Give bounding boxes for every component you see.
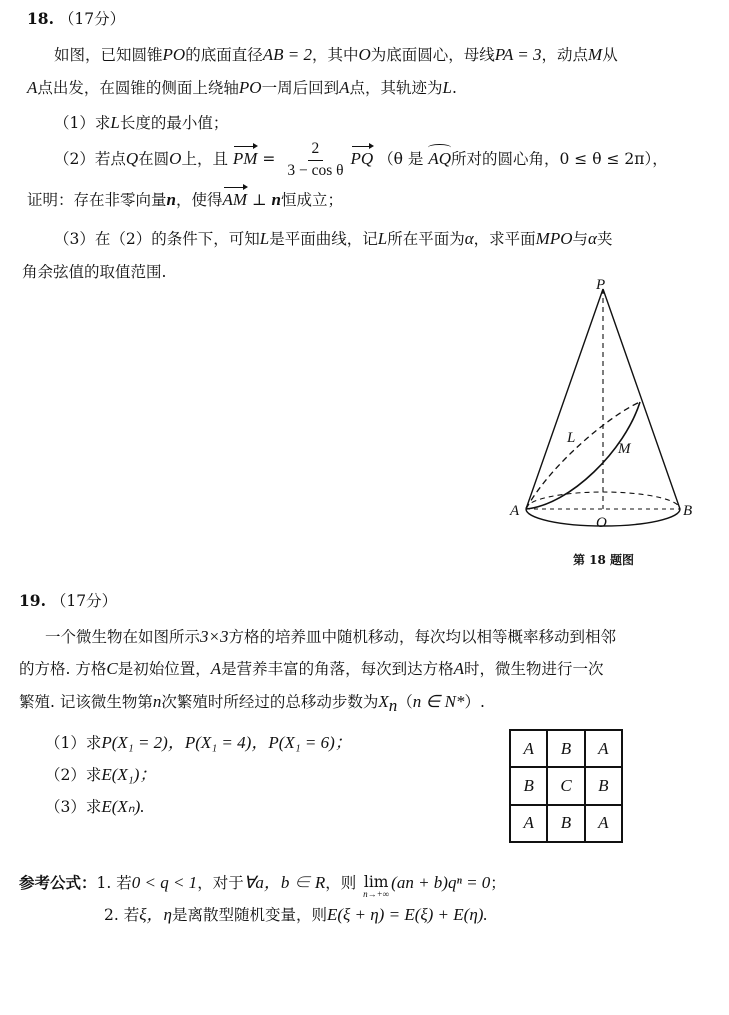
text: 夹 [596,230,613,248]
math-alpha: α [464,229,474,248]
grid-cell: B [510,767,547,804]
math-a: A [339,78,350,97]
math-a: A [27,78,38,97]
math-x: X [378,692,389,711]
label-l: L [567,430,576,446]
q19-line2 [19,659,604,679]
text: ，其中 [311,46,359,64]
grid-cell: B [547,730,584,767]
text: 的方格. 方格 [19,660,107,678]
math-x-sub: n [388,696,398,716]
text: . [451,79,457,97]
label-o: O [596,515,607,531]
text: ； [490,874,506,892]
text: 为底面圆心，母线 [370,46,495,64]
q18-header [27,10,125,29]
q19-sub1 [45,733,352,753]
equals-sign: = [262,150,276,169]
formula-label: 参考公式： [19,873,97,892]
q18-intro-line2 [27,78,457,98]
text: 是初始位置， [117,660,211,678]
math-pa: PA = 3 [494,45,542,64]
vector-am: AM [222,190,248,209]
text: 上，且 [181,150,228,169]
text: 2. 若 [104,906,140,924]
lim-sub: n→+∞ [363,888,390,899]
math-mpo: MPO [535,229,573,248]
text: ，则 [325,874,357,892]
text: （3）求 [45,798,102,816]
text: （1）求 [54,114,111,132]
q18-score: （17分） [58,10,126,28]
math-size: 3×3 [200,627,229,646]
math-l: L [110,113,120,132]
grid-cell: A [585,730,622,767]
grid-cell: A [510,730,547,767]
text: ，求平面 [473,230,536,248]
text: （ [397,693,413,711]
vector-pq: PQ [350,149,374,169]
label-p: P [596,277,606,293]
math-l: L [377,229,388,248]
math-po: PO [238,78,262,97]
q18-intro-line1 [54,45,618,65]
limit [363,873,389,899]
math-l: L [442,78,452,97]
math-forall: ∀a，b ∈ R [243,873,326,892]
cone-edge-left [526,289,603,509]
math-s3: E(Xₙ). [101,797,145,816]
text: 在圆 [138,150,170,169]
text: 与 [572,230,588,248]
math-alpha: α [588,229,597,248]
text: 一个微生物在如图所示 [45,628,201,646]
grid-cell: A [585,805,622,842]
math-q: Q [125,149,139,169]
text: ，使得 [175,191,223,209]
math-s1: P(X₁ = 2)，P(X₁ = 4)，P(X₁ = 6)； [101,733,352,752]
text: ，对于 [197,874,244,892]
text: 恒成立； [280,191,343,209]
text: （1）求 [45,734,102,752]
text: 角余弦值的取值范围. [22,263,167,281]
text: 方格的培养皿中随机移动，每次均以相等概率移动到相邻 [228,628,617,646]
lim-text: lim [363,873,389,891]
label-m: M [618,441,631,457]
grid-cell: A [510,805,547,842]
text: （3）在（2）的条件下，可知 [54,230,260,248]
text: 点，其轨迹为 [349,79,443,97]
label-a: A [510,503,520,519]
text: 是平面曲线，记 [269,230,378,248]
text: 从 [602,46,618,64]
text: 1. 若 [96,874,132,892]
math-c: C [106,659,118,678]
q18-part2-proof [27,190,343,210]
math-n: n [152,692,162,711]
math-cond: 0 < q < 1 [131,873,198,892]
grid-cell: C [547,767,584,804]
fraction-numerator: 2 [308,140,324,161]
q19-score: （17分） [50,592,118,610]
text: 一周后回到 [261,79,340,97]
cone-figure [500,275,710,540]
math-s2: E(X₁)； [101,765,157,784]
formula-line1 [19,873,506,899]
math-o: O [169,149,182,169]
q19-header [19,592,117,611]
text: 所对的圆心角，0 ≤ θ ≤ 2π）， [451,150,668,169]
text: 繁殖. 记该微生物第 [19,693,153,711]
q19-sub2 [45,765,156,785]
math-expectation: E(ξ + η) = E(ξ) + E(η). [326,905,488,924]
math-po: PO [162,45,186,64]
text: ，动点 [541,46,589,64]
grid-cell: B [547,805,584,842]
math-vars: ξ，η [139,905,172,924]
formula-line2 [104,905,488,925]
petri-grid [509,729,623,843]
q18-part2 [54,140,668,180]
math-a: A [453,659,465,678]
text: 是营养丰富的角落，每次到达方格 [221,660,454,678]
math-n-in: n ∈ N* [412,692,465,711]
text: （θ 是 [378,150,424,169]
text: 证明：存在非零向量 [27,191,167,209]
q18-part3 [54,229,612,249]
q19-line3 [19,692,485,716]
fraction [283,140,347,180]
text: 是离散型随机变量，则 [171,906,327,924]
label-b: B [683,503,693,519]
math-n: n [166,190,176,209]
grid-cell: B [585,767,622,804]
math-o: O [358,45,371,64]
q18-number: 18. [27,9,54,28]
text: 次繁殖时所经过的总移动步数为 [161,693,379,711]
math-n: n [271,190,281,209]
text: 点出发，在圆锥的侧面上绕轴 [37,79,239,97]
math-m: M [588,45,603,64]
fraction-denominator: 3 − cos θ [287,161,344,179]
math-ab: AB = 2 [262,45,312,64]
q19-line1 [45,627,616,647]
perp-sign: ⊥ [251,191,267,209]
vector-pm: PM [232,149,258,169]
text: 如图，已知圆锥 [54,46,163,64]
text: 时，微生物进行一次 [464,660,604,678]
math-l: L [259,229,270,248]
figure-caption: 第 18 题图 [573,553,635,567]
text: 所在平面为 [387,230,465,248]
text: （2）求 [45,766,102,784]
math-a: A [210,659,222,678]
text: ）. [464,693,485,711]
math-limit-expr: (an + b)qⁿ = 0 [391,873,491,892]
text: 长度的最小值； [119,114,229,132]
cone-edge-right [603,289,680,509]
text: （2）若点 [54,150,126,169]
q18-part3-line2 [22,263,166,282]
arc-aq: AQ [428,149,452,169]
q19-sub3 [45,797,145,817]
text: 的底面直径 [185,46,263,64]
q19-number: 19. [19,591,46,610]
q18-part1 [54,113,228,133]
